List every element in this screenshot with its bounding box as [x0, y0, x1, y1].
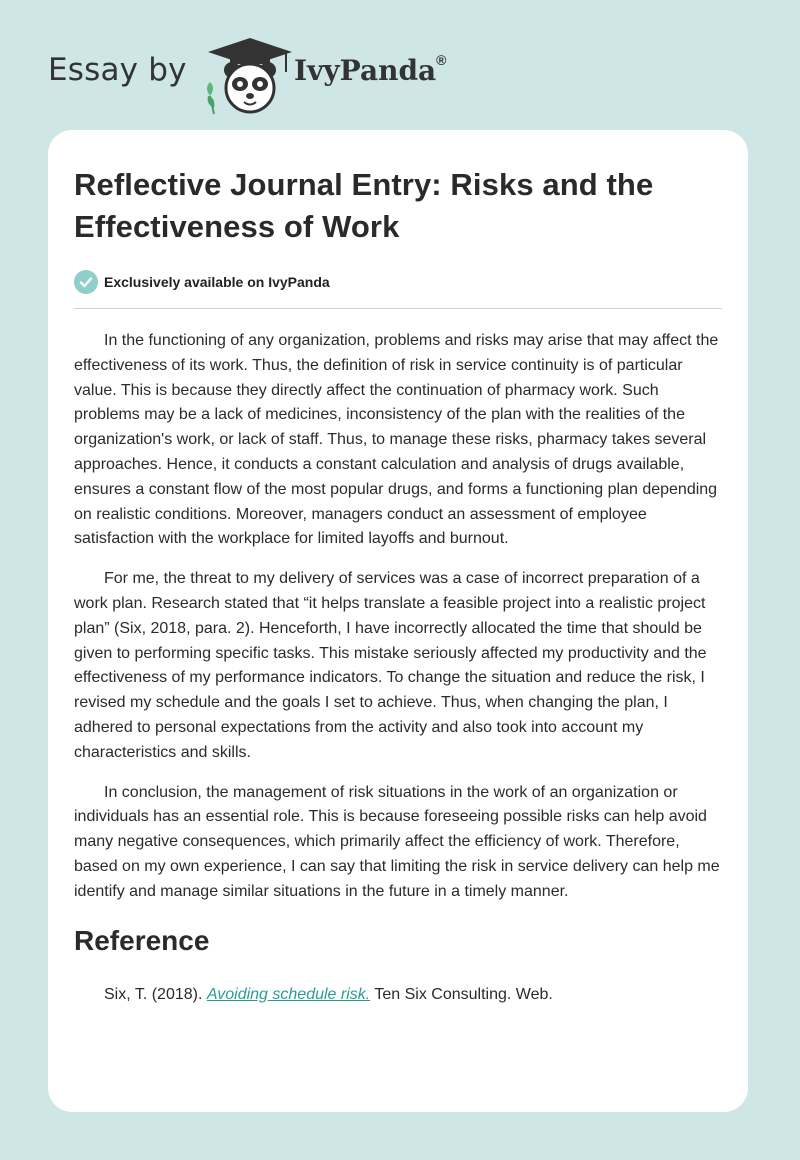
reference-entry	[74, 983, 722, 1007]
brand-text: IvyPanda	[294, 54, 437, 87]
site-header	[48, 30, 748, 114]
essay-title: Reflective Journal Entry: Risks and the Effectiveness of Work	[74, 167, 654, 244]
reference-prefix: Six, T. (2018).	[104, 985, 207, 1003]
paragraph: In the functioning of any organization, problems and risks may arise that may affect the effectiveness of its work. Thus, the definition of risk in service continuity is of particular value. This is because they directly affect the continuation of pharmacy work. Such problems may be a lack of medicines, inconsistency of the plan with the realities of the organization's work, or lack of staff. Thus, to manage these risks, pharmacy takes several approaches. Hence, it conducts a constant calculation and analysis of drugs available, ensures a constant flow of the most popular drugs, and forms a functioning plan depending on realistic conditions. Moreover, managers conduct an assessment of employee satisfaction with the workplace for limited layoffs and burnout.	[74, 332, 719, 548]
check-circle-icon	[74, 270, 98, 294]
reference-heading: Reference	[74, 924, 210, 956]
reference-suffix: Ten Six Consulting. Web.	[370, 985, 553, 1003]
brand-name[interactable]	[294, 54, 447, 87]
paragraph: For me, the threat to my delivery of services was a case of incorrect preparation of a work plan. Research stated that “it helps translate a feasible project into a realistic project plan” (Six, 2018, para. 2). Henceforth, I have incorrectly allocated the time that should be given to performing specific tasks. This mistake seriously affected my productivity and the effectiveness of my performance indicators. To change the situation and reduce the risk, I revised my schedule and the goals I set to achieve. Thus, when changing the plan, I adhered to personal expectations from the activity and also took into account my characteristics and skills.	[74, 570, 707, 761]
paragraph: In conclusion, the management of risk situations in the work of an organization or individuals has an essential role. This is because foreseeing possible risks can help avoid many negative consequences, which primarily affect the efficiency of work. Therefore, based on my own experience, I can say that limiting the risk in service delivery can help me identify and manage similar situations in the future in a timely manner.	[74, 783, 720, 900]
registered-mark: ®	[436, 52, 447, 68]
divider	[74, 308, 722, 309]
essay-by-label: Essay by	[48, 52, 187, 88]
exclusive-badge-label: Exclusively available on IvyPanda	[104, 274, 330, 290]
reference-link[interactable]: Avoiding schedule risk.	[206, 985, 371, 1003]
panda-logo-icon[interactable]	[200, 36, 300, 116]
exclusive-badge	[74, 270, 722, 294]
essay-card	[48, 130, 748, 1112]
